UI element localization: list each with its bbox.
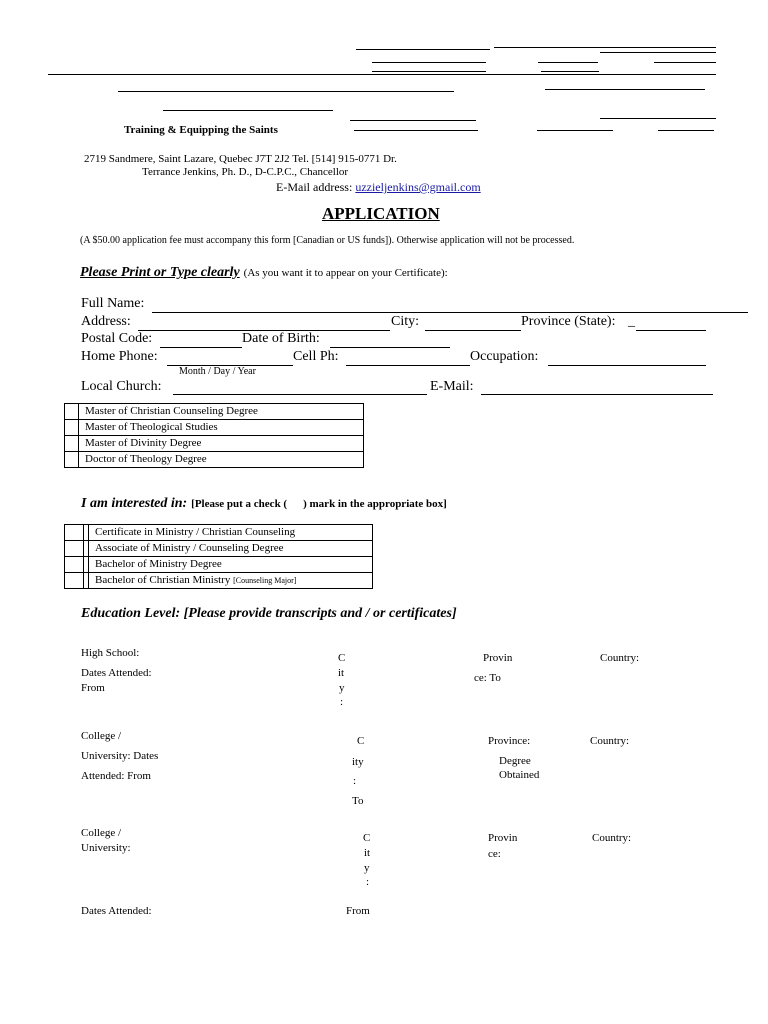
college1-city-colon: : [353, 775, 357, 787]
home-phone-label: Home Phone: [81, 349, 158, 364]
postal-code-label: Postal Code: [81, 331, 153, 346]
college2-city-y: y [364, 862, 370, 874]
date-hint: Month / Day / Year [179, 366, 256, 377]
cell-phone-label: Cell Ph: [293, 349, 339, 364]
email-label: E-Mail: [430, 379, 474, 394]
hs-city-colon: : [340, 696, 344, 708]
table-row [65, 404, 364, 420]
education-heading: Education Level: [Please provide transcripts and / or certificates] [81, 606, 457, 621]
page-title: APPLICATION [322, 204, 440, 223]
program-label: Bachelor of Christian Ministry [Counseling Major] [89, 573, 373, 589]
occupation-input[interactable] [548, 365, 706, 366]
college1-degree: Degree [499, 755, 531, 767]
college2-city-colon: : [366, 876, 370, 888]
full-name-label: Full Name: [81, 296, 145, 311]
province-input[interactable] [636, 330, 706, 331]
org-name: Training & Equipping the Saints [124, 124, 278, 136]
college1-dates-line: University: Dates [81, 750, 159, 762]
local-church-input[interactable] [173, 394, 427, 395]
province-mark: _ [628, 314, 635, 329]
interest-lead: I am interested in: [81, 496, 188, 511]
checkbox[interactable] [65, 557, 84, 573]
email-address-line [276, 180, 481, 195]
email-input[interactable] [481, 394, 713, 395]
college1-obtained: Obtained [499, 769, 540, 781]
city-label: City: [391, 314, 420, 329]
program-note: [Counseling Major] [233, 576, 297, 585]
college1-province: Province: [488, 735, 531, 747]
full-name-input[interactable] [152, 312, 748, 313]
college2-from: From [346, 905, 370, 917]
college1-label: College / [81, 730, 122, 742]
college1-to: To [352, 795, 364, 807]
dob-input[interactable] [330, 347, 450, 348]
college2-label: College / [81, 827, 122, 839]
fee-note: (A $50.00 application fee must accompany this form [Canadian or US funds]). Otherwise application will not be processed. [80, 235, 575, 246]
college2-dates-attended: Dates Attended: [81, 905, 152, 917]
program-label: Master of Theological Studies [79, 420, 364, 436]
table-row [65, 452, 364, 468]
college2-provin: Provin [488, 832, 518, 844]
program-label: Certificate in Ministry / Christian Counseling [89, 525, 373, 541]
email-link[interactable]: uzzieljenkins@gmail.com [355, 180, 481, 194]
college2-city-c: C [363, 832, 371, 844]
college1-country: Country: [590, 735, 630, 747]
checkbox[interactable] [65, 541, 84, 557]
postal-code-input[interactable] [160, 347, 242, 348]
college2-university: University: [81, 842, 131, 854]
interest-line [81, 494, 447, 512]
college1-city-ity: ity [352, 756, 364, 768]
email-address-label: E-Mail address: [276, 180, 353, 194]
table-row [65, 525, 373, 541]
hs-country: Country: [600, 652, 640, 664]
print-instruction-rest: (As you want it to appear on your Certificate): [243, 267, 448, 279]
city-input[interactable] [425, 330, 521, 331]
program-label: Master of Divinity Degree [79, 436, 364, 452]
hs-ce-to: ce: To [474, 672, 501, 684]
checkbox[interactable] [65, 404, 79, 420]
hs-dates-attended: Dates Attended: [81, 667, 152, 679]
checkbox[interactable] [65, 436, 79, 452]
cell-phone-input[interactable] [346, 365, 470, 366]
program-label: Doctor of Theology Degree [79, 452, 364, 468]
program-label: Bachelor of Ministry Degree [89, 557, 373, 573]
table-row [65, 436, 364, 452]
hs-city-c: C [338, 652, 346, 664]
checkbox[interactable] [65, 573, 84, 589]
college2-country: Country: [592, 832, 632, 844]
address-line: 2719 Sandmere, Saint Lazare, Quebec J7T 2J2 Tel. [514] 915-0771 Dr. [84, 153, 397, 165]
checkbox[interactable] [65, 525, 84, 541]
print-instruction-emphasis: Please Print or Type clearly [80, 265, 240, 280]
address-label: Address: [81, 314, 131, 329]
hs-city-it: it [338, 667, 345, 679]
hs-provin: Provin [483, 652, 513, 664]
graduate-programs-table [64, 403, 364, 468]
dob-label: Date of Birth: [242, 331, 320, 346]
occupation-label: Occupation: [470, 349, 539, 364]
province-label: Province (State): [521, 314, 616, 329]
local-church-label: Local Church: [81, 379, 162, 394]
table-row [65, 541, 373, 557]
program-label: Associate of Ministry / Counseling Degree [89, 541, 373, 557]
table-row [65, 573, 373, 589]
college2-ce: ce: [488, 848, 501, 860]
college1-city-c: C [357, 735, 365, 747]
checkbox[interactable] [65, 452, 79, 468]
college2-city-it: it [364, 847, 371, 859]
college1-attended-from: Attended: From [81, 770, 151, 782]
interest-instruction-a: [Please put a check ( [191, 498, 288, 510]
program-label: Master of Christian Counseling Degree [79, 404, 364, 420]
print-instruction [80, 263, 448, 281]
chancellor-line: Terrance Jenkins, Ph. D., D-C.P.C., Chancellor [142, 166, 349, 178]
hs-from: From [81, 682, 105, 694]
hs-label: High School: [81, 647, 140, 659]
interest-instruction-b: ) mark in the appropriate box] [303, 498, 447, 510]
hs-city-y: y [339, 682, 345, 694]
table-row [65, 420, 364, 436]
undergrad-programs-table [64, 524, 373, 589]
checkbox[interactable] [65, 420, 79, 436]
table-row [65, 557, 373, 573]
